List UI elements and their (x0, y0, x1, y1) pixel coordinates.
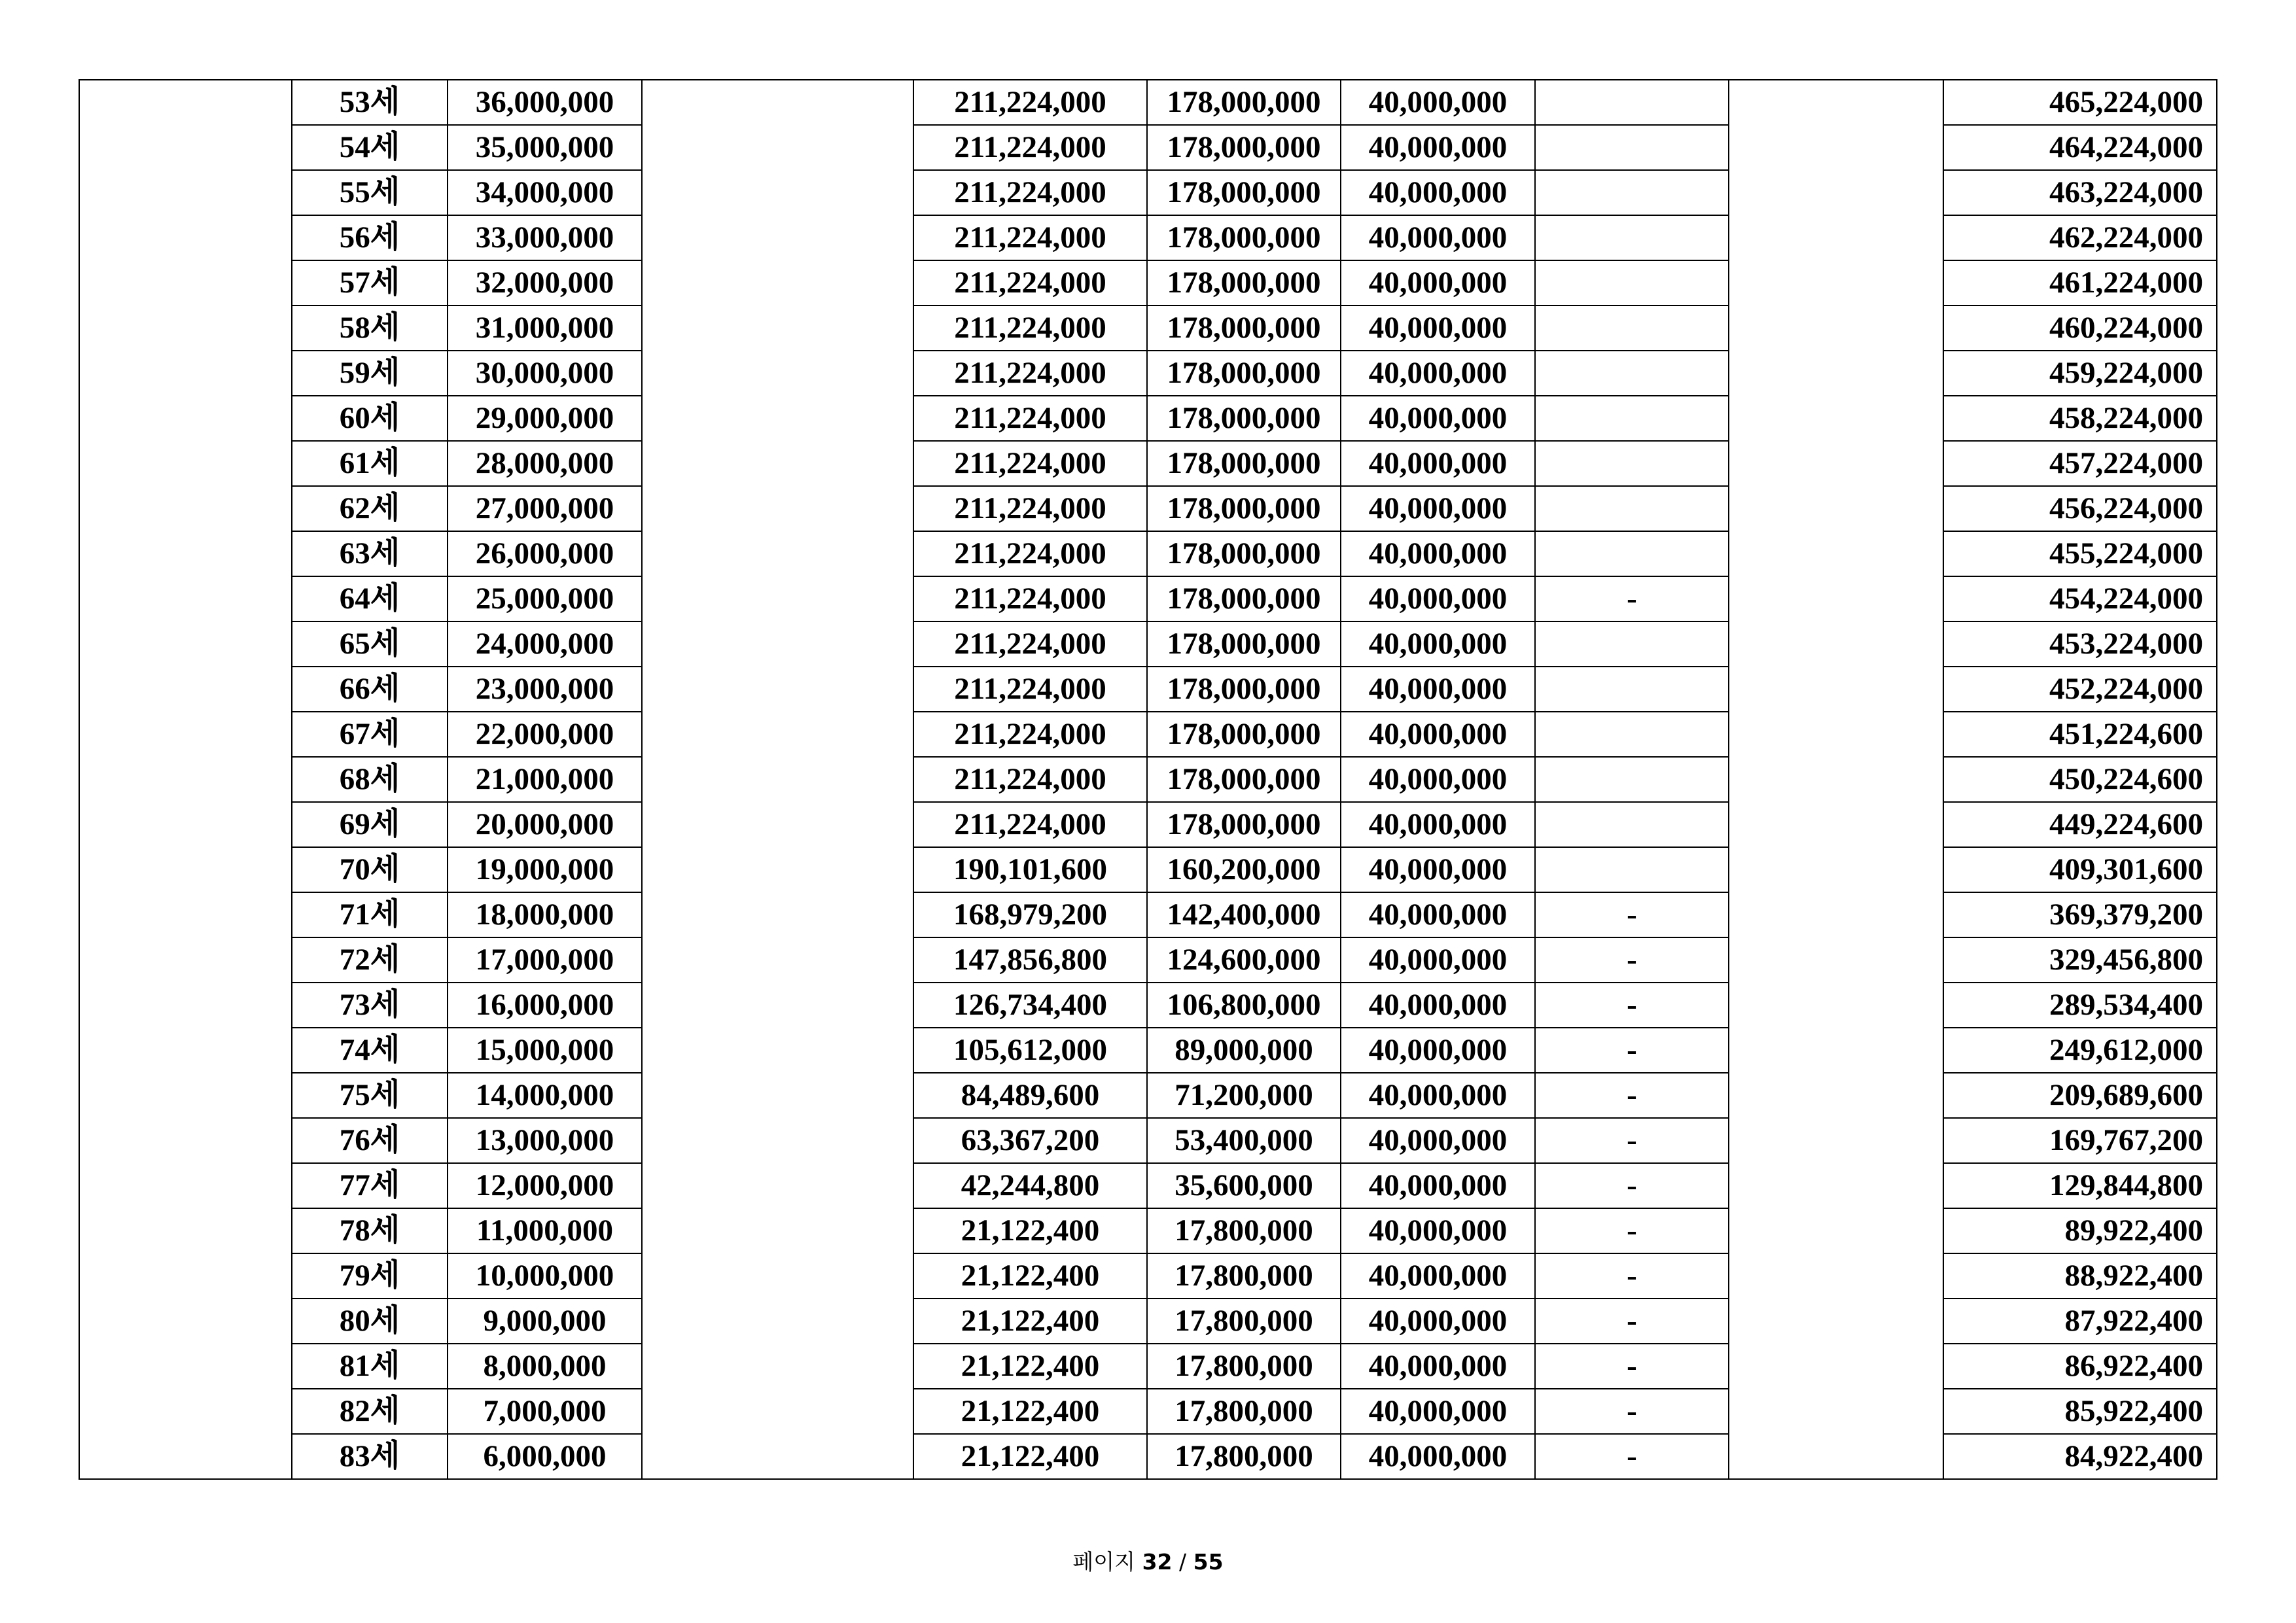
amount-c-cell: 40,000,000 (1341, 712, 1535, 757)
amount-a-cell: 211,224,000 (913, 576, 1147, 621)
income-cell: 14,000,000 (448, 1073, 642, 1118)
total-cell: 453,224,000 (1943, 621, 2217, 667)
income-cell: 27,000,000 (448, 486, 642, 531)
amount-c-cell: 40,000,000 (1341, 1253, 1535, 1299)
income-cell: 9,000,000 (448, 1299, 642, 1344)
amount-c-cell: 40,000,000 (1341, 757, 1535, 802)
age-cell: 74세 (292, 1028, 448, 1073)
amount-c-cell: 40,000,000 (1341, 847, 1535, 892)
total-cell: 369,379,200 (1943, 892, 2217, 937)
amount-a-cell: 21,122,400 (913, 1344, 1147, 1389)
merged-empty-cell-2 (1729, 80, 1943, 1479)
total-cell: 89,922,400 (1943, 1208, 2217, 1253)
total-cell: 457,224,000 (1943, 441, 2217, 486)
merged-empty-cell (642, 80, 913, 1479)
amount-a-cell: 211,224,000 (913, 531, 1147, 576)
total-cell: 249,612,000 (1943, 1028, 2217, 1073)
age-cell: 77세 (292, 1163, 448, 1208)
age-cell: 67세 (292, 712, 448, 757)
total-cell: 85,922,400 (1943, 1389, 2217, 1434)
age-cell: 78세 (292, 1208, 448, 1253)
income-cell: 25,000,000 (448, 576, 642, 621)
amount-b-cell: 178,000,000 (1147, 576, 1341, 621)
amount-c-cell: 40,000,000 (1341, 125, 1535, 170)
income-cell: 31,000,000 (448, 305, 642, 351)
amount-b-cell: 178,000,000 (1147, 260, 1341, 305)
total-cell: 169,767,200 (1943, 1118, 2217, 1163)
income-cell: 17,000,000 (448, 937, 642, 983)
age-cell: 59세 (292, 351, 448, 396)
amount-d-cell: - (1535, 892, 1729, 937)
amount-a-cell: 21,122,400 (913, 1389, 1147, 1434)
merged-category-cell (79, 80, 292, 1479)
amount-a-cell: 211,224,000 (913, 712, 1147, 757)
amount-d-cell: - (1535, 1118, 1729, 1163)
page-total: 55 (1193, 1549, 1224, 1575)
age-cell: 62세 (292, 486, 448, 531)
income-cell: 33,000,000 (448, 215, 642, 260)
amount-b-cell: 178,000,000 (1147, 486, 1341, 531)
amount-b-cell: 35,600,000 (1147, 1163, 1341, 1208)
amount-c-cell: 40,000,000 (1341, 937, 1535, 983)
amount-d-cell: - (1535, 1253, 1729, 1299)
amount-d-cell: - (1535, 1434, 1729, 1479)
age-cell: 70세 (292, 847, 448, 892)
amount-c-cell: 40,000,000 (1341, 1344, 1535, 1389)
amount-d-cell (1535, 305, 1729, 351)
total-cell: 459,224,000 (1943, 351, 2217, 396)
total-cell: 463,224,000 (1943, 170, 2217, 215)
amount-d-cell: - (1535, 937, 1729, 983)
total-cell: 129,844,800 (1943, 1163, 2217, 1208)
total-cell: 289,534,400 (1943, 983, 2217, 1028)
amount-a-cell: 211,224,000 (913, 396, 1147, 441)
amount-a-cell: 211,224,000 (913, 170, 1147, 215)
amount-a-cell: 105,612,000 (913, 1028, 1147, 1073)
income-cell: 28,000,000 (448, 441, 642, 486)
income-cell: 12,000,000 (448, 1163, 642, 1208)
table-body (79, 80, 2217, 1479)
age-cell: 65세 (292, 621, 448, 667)
amount-d-cell (1535, 757, 1729, 802)
age-cell: 73세 (292, 983, 448, 1028)
amount-b-cell: 178,000,000 (1147, 757, 1341, 802)
amount-c-cell: 40,000,000 (1341, 260, 1535, 305)
amount-b-cell: 17,800,000 (1147, 1434, 1341, 1479)
amount-a-cell: 211,224,000 (913, 305, 1147, 351)
amount-d-cell (1535, 667, 1729, 712)
income-cell: 7,000,000 (448, 1389, 642, 1434)
amount-c-cell: 40,000,000 (1341, 441, 1535, 486)
total-cell: 464,224,000 (1943, 125, 2217, 170)
income-cell: 19,000,000 (448, 847, 642, 892)
amount-c-cell: 40,000,000 (1341, 305, 1535, 351)
amount-c-cell: 40,000,000 (1341, 621, 1535, 667)
amount-d-cell (1535, 802, 1729, 847)
total-cell: 462,224,000 (1943, 215, 2217, 260)
age-cell: 63세 (292, 531, 448, 576)
income-cell: 26,000,000 (448, 531, 642, 576)
income-cell: 20,000,000 (448, 802, 642, 847)
amount-a-cell: 147,856,800 (913, 937, 1147, 983)
income-cell: 13,000,000 (448, 1118, 642, 1163)
amount-a-cell: 126,734,400 (913, 983, 1147, 1028)
amount-c-cell: 40,000,000 (1341, 531, 1535, 576)
age-cell: 58세 (292, 305, 448, 351)
total-cell: 454,224,000 (1943, 576, 2217, 621)
total-cell: 86,922,400 (1943, 1344, 2217, 1389)
amount-c-cell: 40,000,000 (1341, 576, 1535, 621)
amount-a-cell: 21,122,400 (913, 1253, 1147, 1299)
amount-b-cell: 178,000,000 (1147, 215, 1341, 260)
amount-a-cell: 211,224,000 (913, 80, 1147, 125)
income-cell: 29,000,000 (448, 396, 642, 441)
amount-c-cell: 40,000,000 (1341, 80, 1535, 125)
amount-a-cell: 21,122,400 (913, 1208, 1147, 1253)
total-cell: 84,922,400 (1943, 1434, 2217, 1479)
income-cell: 35,000,000 (448, 125, 642, 170)
total-cell: 460,224,000 (1943, 305, 2217, 351)
amount-b-cell: 17,800,000 (1147, 1389, 1341, 1434)
amount-d-cell (1535, 847, 1729, 892)
amount-b-cell: 106,800,000 (1147, 983, 1341, 1028)
amount-a-cell: 211,224,000 (913, 486, 1147, 531)
amount-c-cell: 40,000,000 (1341, 1073, 1535, 1118)
total-cell: 449,224,600 (1943, 802, 2217, 847)
age-cell: 76세 (292, 1118, 448, 1163)
amount-b-cell: 17,800,000 (1147, 1253, 1341, 1299)
amount-c-cell: 40,000,000 (1341, 892, 1535, 937)
amount-d-cell: - (1535, 1344, 1729, 1389)
amount-c-cell: 40,000,000 (1341, 983, 1535, 1028)
income-cell: 11,000,000 (448, 1208, 642, 1253)
amount-d-cell (1535, 215, 1729, 260)
amount-c-cell: 40,000,000 (1341, 1299, 1535, 1344)
amount-c-cell: 40,000,000 (1341, 396, 1535, 441)
total-cell: 87,922,400 (1943, 1299, 2217, 1344)
total-cell: 458,224,000 (1943, 396, 2217, 441)
page-label: 페이지 (1072, 1549, 1136, 1575)
income-cell: 30,000,000 (448, 351, 642, 396)
amount-a-cell: 211,224,000 (913, 667, 1147, 712)
income-cell: 24,000,000 (448, 621, 642, 667)
age-cell: 55세 (292, 170, 448, 215)
amount-b-cell: 178,000,000 (1147, 125, 1341, 170)
amount-b-cell: 178,000,000 (1147, 621, 1341, 667)
age-cell: 68세 (292, 757, 448, 802)
income-cell: 22,000,000 (448, 712, 642, 757)
amount-a-cell: 211,224,000 (913, 441, 1147, 486)
amount-a-cell: 84,489,600 (913, 1073, 1147, 1118)
age-cell: 83세 (292, 1434, 448, 1479)
age-cell: 57세 (292, 260, 448, 305)
benefit-schedule-table (79, 79, 2217, 1480)
age-cell: 69세 (292, 802, 448, 847)
amount-a-cell: 211,224,000 (913, 802, 1147, 847)
income-cell: 34,000,000 (448, 170, 642, 215)
amount-d-cell (1535, 125, 1729, 170)
amount-b-cell: 178,000,000 (1147, 305, 1341, 351)
amount-c-cell: 40,000,000 (1341, 215, 1535, 260)
total-cell: 455,224,000 (1943, 531, 2217, 576)
income-cell: 10,000,000 (448, 1253, 642, 1299)
amount-b-cell: 17,800,000 (1147, 1208, 1341, 1253)
age-cell: 72세 (292, 937, 448, 983)
amount-a-cell: 42,244,800 (913, 1163, 1147, 1208)
amount-b-cell: 53,400,000 (1147, 1118, 1341, 1163)
amount-d-cell (1535, 712, 1729, 757)
amount-a-cell: 63,367,200 (913, 1118, 1147, 1163)
amount-b-cell: 178,000,000 (1147, 712, 1341, 757)
amount-c-cell: 40,000,000 (1341, 486, 1535, 531)
amount-b-cell: 178,000,000 (1147, 667, 1341, 712)
income-cell: 23,000,000 (448, 667, 642, 712)
income-cell: 32,000,000 (448, 260, 642, 305)
age-cell: 75세 (292, 1073, 448, 1118)
age-cell: 53세 (292, 80, 448, 125)
amount-d-cell: - (1535, 1299, 1729, 1344)
total-cell: 329,456,800 (1943, 937, 2217, 983)
amount-d-cell (1535, 80, 1729, 125)
amount-d-cell (1535, 170, 1729, 215)
total-cell: 461,224,000 (1943, 260, 2217, 305)
amount-d-cell: - (1535, 1208, 1729, 1253)
amount-b-cell: 178,000,000 (1147, 170, 1341, 215)
total-cell: 88,922,400 (1943, 1253, 2217, 1299)
income-cell: 8,000,000 (448, 1344, 642, 1389)
amount-c-cell: 40,000,000 (1341, 802, 1535, 847)
amount-b-cell: 178,000,000 (1147, 351, 1341, 396)
total-cell: 452,224,000 (1943, 667, 2217, 712)
age-cell: 71세 (292, 892, 448, 937)
amount-c-cell: 40,000,000 (1341, 351, 1535, 396)
amount-a-cell: 211,224,000 (913, 125, 1147, 170)
age-cell: 64세 (292, 576, 448, 621)
amount-d-cell (1535, 531, 1729, 576)
amount-b-cell: 71,200,000 (1147, 1073, 1341, 1118)
amount-b-cell: 178,000,000 (1147, 441, 1341, 486)
amount-a-cell: 211,224,000 (913, 757, 1147, 802)
amount-d-cell: - (1535, 983, 1729, 1028)
amount-b-cell: 178,000,000 (1147, 396, 1341, 441)
amount-a-cell: 211,224,000 (913, 215, 1147, 260)
amount-c-cell: 40,000,000 (1341, 1118, 1535, 1163)
amount-d-cell (1535, 351, 1729, 396)
amount-d-cell (1535, 396, 1729, 441)
amount-c-cell: 40,000,000 (1341, 1028, 1535, 1073)
page-separator: / (1179, 1549, 1187, 1575)
amount-b-cell: 178,000,000 (1147, 531, 1341, 576)
page-current: 32 (1142, 1549, 1173, 1575)
age-cell: 60세 (292, 396, 448, 441)
amount-a-cell: 190,101,600 (913, 847, 1147, 892)
amount-b-cell: 178,000,000 (1147, 802, 1341, 847)
amount-a-cell: 21,122,400 (913, 1299, 1147, 1344)
total-cell: 409,301,600 (1943, 847, 2217, 892)
amount-c-cell: 40,000,000 (1341, 1389, 1535, 1434)
amount-d-cell: - (1535, 1073, 1729, 1118)
total-cell: 209,689,600 (1943, 1073, 2217, 1118)
amount-b-cell: 124,600,000 (1147, 937, 1341, 983)
income-cell: 15,000,000 (448, 1028, 642, 1073)
amount-c-cell: 40,000,000 (1341, 1434, 1535, 1479)
amount-b-cell: 17,800,000 (1147, 1344, 1341, 1389)
income-cell: 21,000,000 (448, 757, 642, 802)
amount-b-cell: 89,000,000 (1147, 1028, 1341, 1073)
amount-a-cell: 211,224,000 (913, 351, 1147, 396)
amount-d-cell: - (1535, 576, 1729, 621)
amount-c-cell: 40,000,000 (1341, 1208, 1535, 1253)
income-cell: 36,000,000 (448, 80, 642, 125)
amount-c-cell: 40,000,000 (1341, 170, 1535, 215)
age-cell: 79세 (292, 1253, 448, 1299)
age-cell: 80세 (292, 1299, 448, 1344)
table-row (79, 80, 2217, 125)
amount-d-cell: - (1535, 1389, 1729, 1434)
amount-b-cell: 160,200,000 (1147, 847, 1341, 892)
page-footer (0, 1545, 2296, 1576)
amount-d-cell (1535, 486, 1729, 531)
amount-a-cell: 211,224,000 (913, 621, 1147, 667)
income-cell: 18,000,000 (448, 892, 642, 937)
age-cell: 66세 (292, 667, 448, 712)
age-cell: 81세 (292, 1344, 448, 1389)
total-cell: 451,224,600 (1943, 712, 2217, 757)
amount-c-cell: 40,000,000 (1341, 1163, 1535, 1208)
amount-d-cell (1535, 621, 1729, 667)
income-cell: 6,000,000 (448, 1434, 642, 1479)
total-cell: 450,224,600 (1943, 757, 2217, 802)
amount-b-cell: 178,000,000 (1147, 80, 1341, 125)
amount-b-cell: 142,400,000 (1147, 892, 1341, 937)
amount-a-cell: 168,979,200 (913, 892, 1147, 937)
age-cell: 61세 (292, 441, 448, 486)
amount-d-cell: - (1535, 1163, 1729, 1208)
age-cell: 82세 (292, 1389, 448, 1434)
age-cell: 54세 (292, 125, 448, 170)
amount-d-cell: - (1535, 1028, 1729, 1073)
amount-d-cell (1535, 260, 1729, 305)
amount-b-cell: 17,800,000 (1147, 1299, 1341, 1344)
income-cell: 16,000,000 (448, 983, 642, 1028)
amount-c-cell: 40,000,000 (1341, 667, 1535, 712)
amount-a-cell: 211,224,000 (913, 260, 1147, 305)
total-cell: 465,224,000 (1943, 80, 2217, 125)
amount-a-cell: 21,122,400 (913, 1434, 1147, 1479)
age-cell: 56세 (292, 215, 448, 260)
amount-d-cell (1535, 441, 1729, 486)
total-cell: 456,224,000 (1943, 486, 2217, 531)
